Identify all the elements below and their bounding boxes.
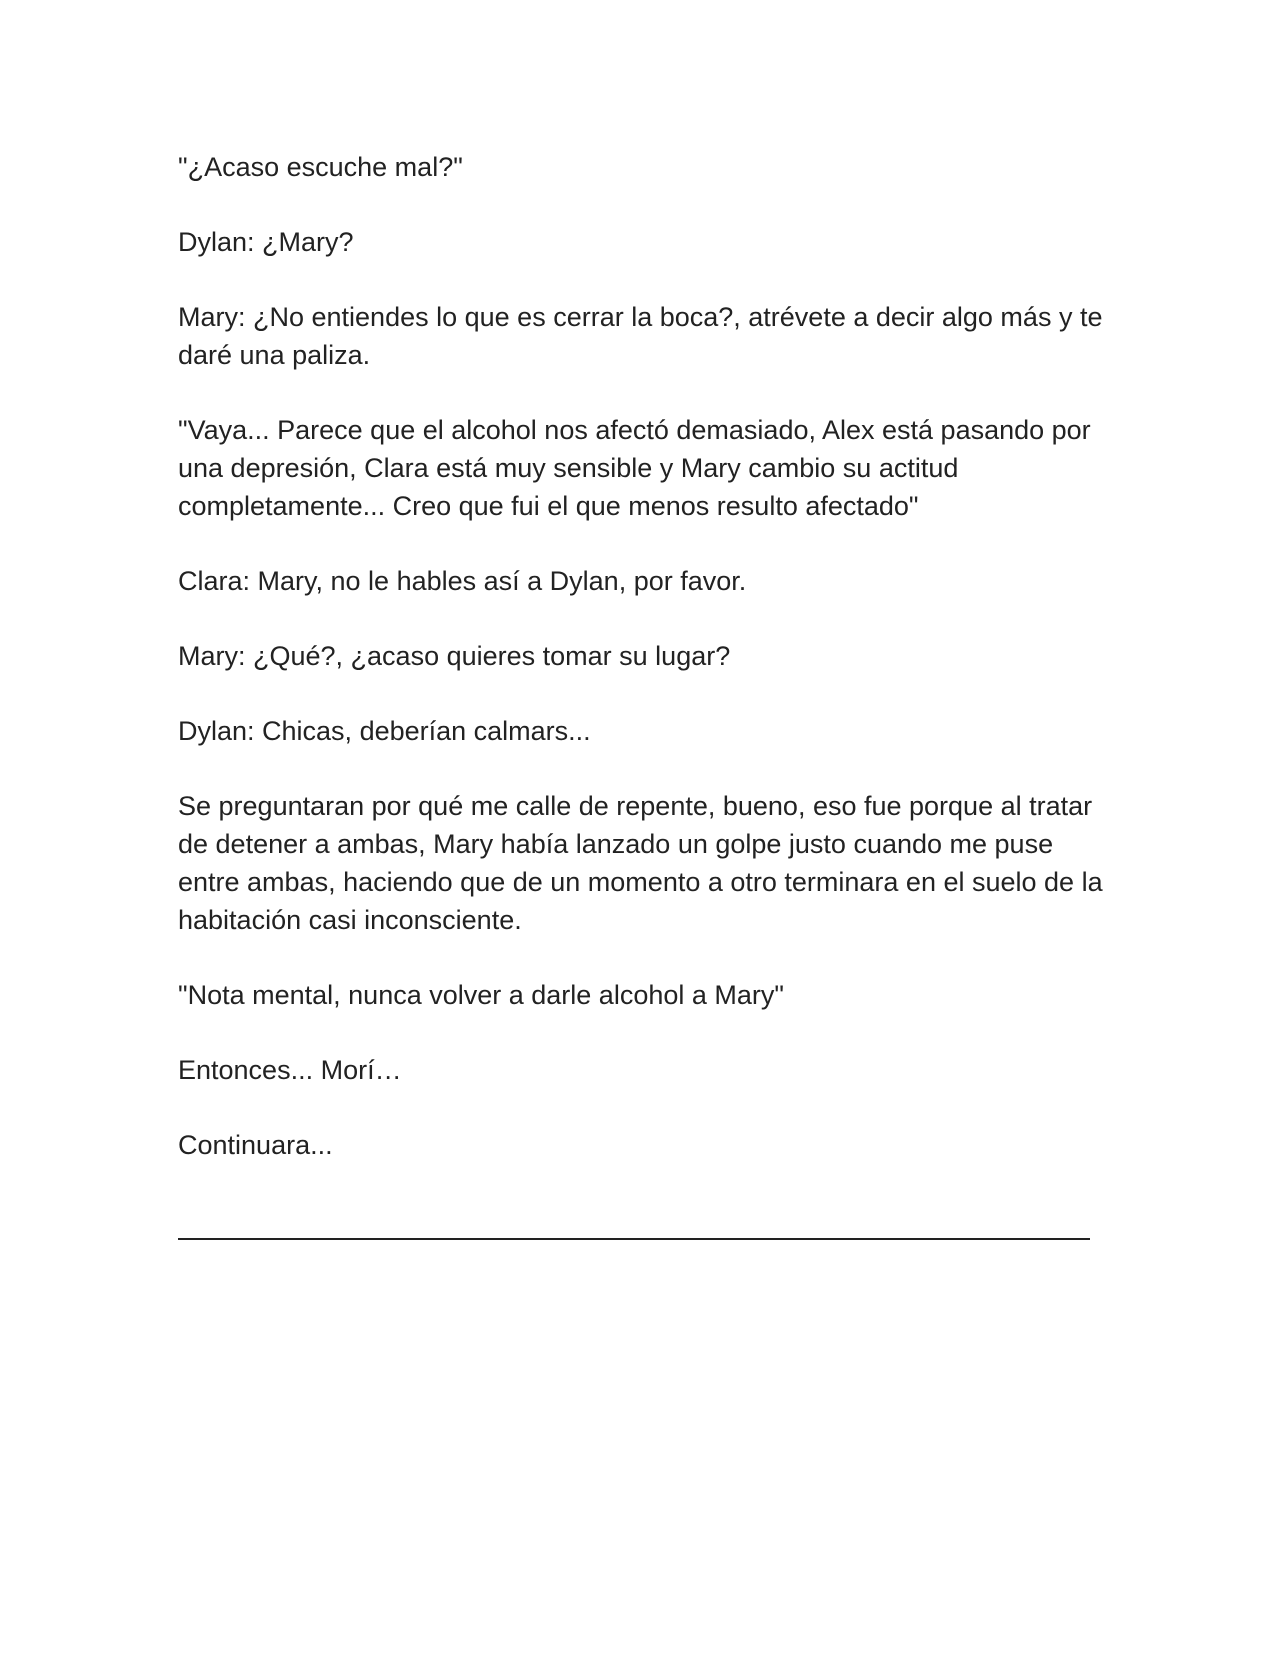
paragraph-9: "Nota mental, nunca volver a darle alcohol a Mary" [178,980,784,1010]
paragraph-6: Mary: ¿Qué?, ¿acaso quieres tomar su lugar? [178,641,731,671]
paragraph-11: Continuara... [178,1130,333,1160]
paragraph-2: Dylan: ¿Mary? [178,227,354,257]
paragraph-1: "¿Acaso escuche mal?" [178,152,463,182]
horizontal-rule [178,1238,1090,1240]
paragraph-4: "Vaya... Parece que el alcohol nos afectó demasiado, Alex está pasando por una depresión, Clara está muy sensible y Mary cambio su actitud completamente... Creo que fui el que menos resulto afectado" [178,415,1091,521]
paragraph-7: Dylan: Chicas, deberían calmars... [178,716,591,746]
paragraph-3: Mary: ¿No entiendes lo que es cerrar la boca?, atrévete a decir algo más y te daré una paliza. [178,302,1103,370]
document-body [178,148,1108,1201]
paragraph-8: Se preguntaran por qué me calle de repente, bueno, eso fue porque al tratar de detener a ambas, Mary había lanzado un golpe justo cuando me puse entre ambas, haciendo que de un momento a otro terminara en el suelo de la habitación casi inconsciente. [178,791,1103,935]
paragraph-5: Clara: Mary, no le hables así a Dylan, por favor. [178,566,747,596]
paragraph-10: Entonces... Morí… [178,1055,402,1085]
